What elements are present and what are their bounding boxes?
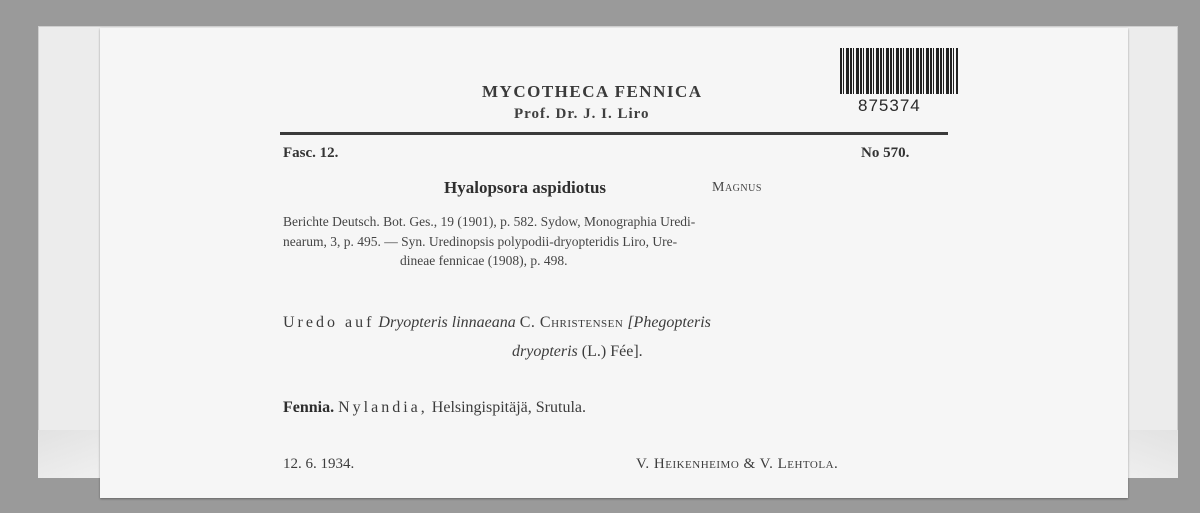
host-stage: Uredo auf (283, 314, 375, 331)
barcode (840, 48, 958, 94)
host-synonym: [Phegopteris (627, 314, 711, 331)
collection-date: 12. 6. 1934. (283, 456, 355, 472)
host-plant: Dryopteris linnaeana (378, 314, 516, 331)
locality-province: Nylandia, (338, 399, 428, 416)
locality (283, 399, 586, 417)
host-synonym-epithet: dryopteris (512, 343, 578, 360)
host-line-1 (283, 314, 711, 332)
fascicle-number: Fasc. 12. (283, 145, 339, 161)
host-synonym-author: (L.) Fée]. (581, 343, 643, 360)
collection-editor: Prof. Dr. J. I. Liro (514, 106, 650, 122)
literature-line-2: nearum, 3, p. 495. — Syn. Uredinopsis polypodii-dryopteridis Liro, Ure- (283, 234, 678, 249)
literature-line-1: Berichte Deutsch. Bot. Ges., 19 (1901), p. 582. Sydow, Monographia Uredi- (283, 214, 696, 229)
locality-place: Helsingispitäjä, Srutula. (431, 399, 586, 416)
taxon-author: Magnus (712, 180, 762, 195)
collection-title: MYCOTHECA FENNICA (482, 82, 703, 101)
literature-line-3: dineae fennicae (1908), p. 498. (400, 253, 568, 268)
taxon-name: Hyalopsora aspidiotus (444, 178, 607, 197)
barcode-number: 875374 (858, 96, 921, 115)
host-plant-author: C. Christensen (519, 314, 624, 331)
envelope-flap-left (38, 430, 108, 478)
header-rule (280, 132, 948, 135)
collectors: V. Heikenheimo & V. Lehtola. (636, 456, 839, 472)
exsiccata-number: No 570. (861, 145, 910, 161)
locality-country: Fennia. (283, 399, 335, 416)
host-line-2 (512, 343, 643, 361)
literature-citation (283, 212, 695, 252)
